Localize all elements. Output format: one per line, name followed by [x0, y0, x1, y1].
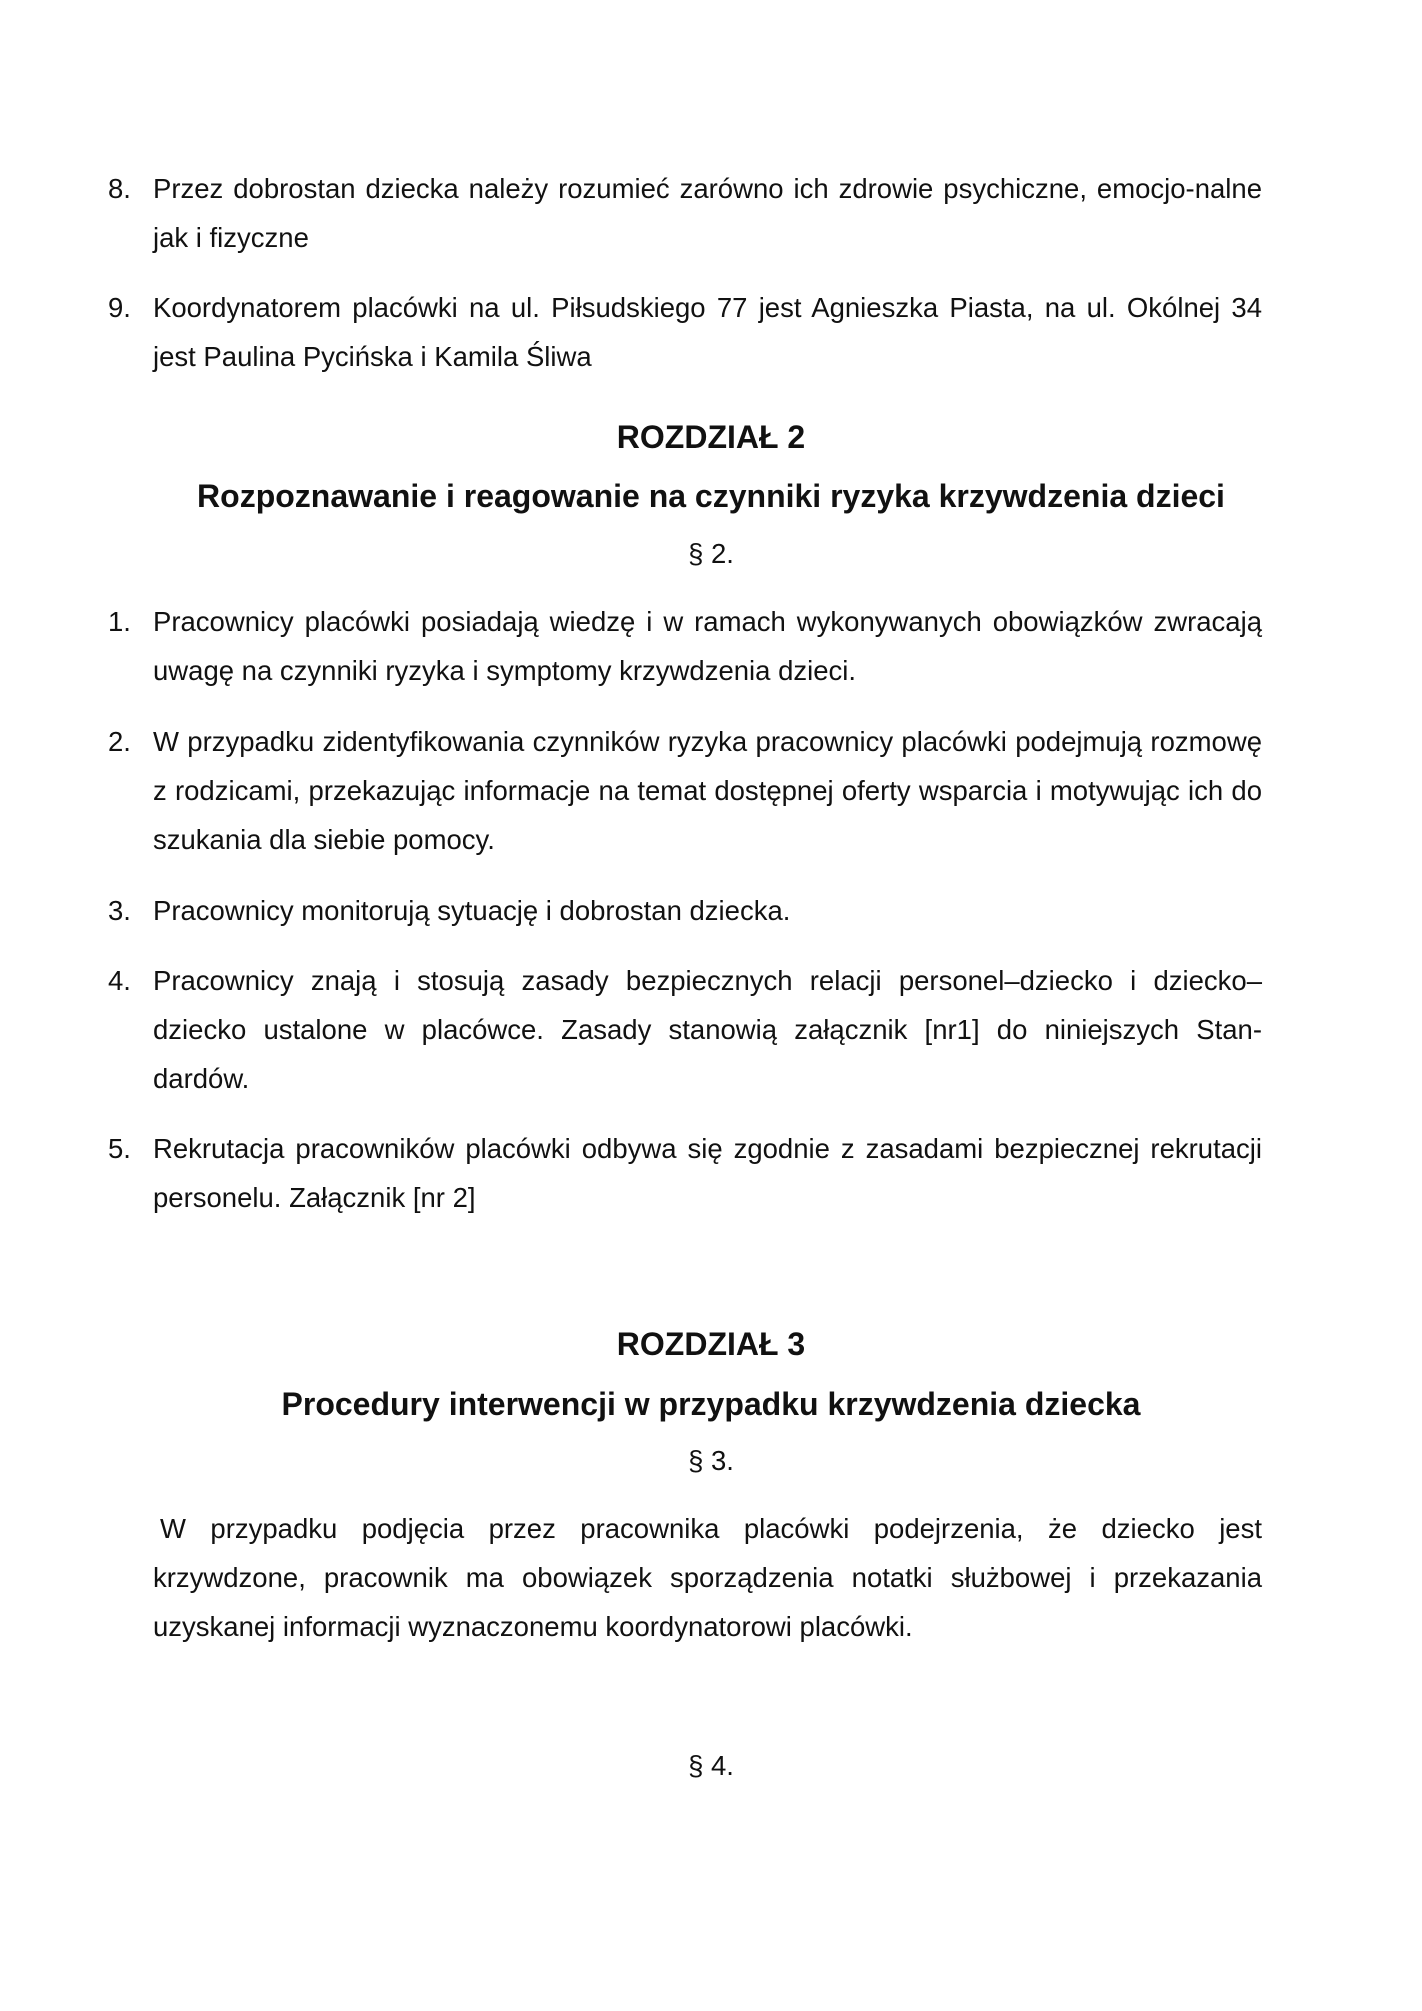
- chapter-heading: ROZDZIAŁ 3: [616, 1326, 806, 1362]
- chapter-title: Procedury interwencji w przypadku krzywdzenia dziecka: [281, 1386, 1141, 1422]
- list-item-number: 8.: [108, 173, 131, 204]
- paragraph-mark: § 3.: [688, 1445, 734, 1476]
- list-item-text: Pracownicy znają i stosują zasady bezpiecznych relacji personel–dziecko i dziecko–dziecko ustalone w placówce. Zasady stanowią załącznik [nr1] do niniejszych Stan-dardów.: [153, 965, 1262, 1094]
- chapter-heading: ROZDZIAŁ 2: [616, 419, 806, 455]
- list-item: [108, 956, 1262, 1103]
- list-item-number: 9.: [108, 292, 131, 323]
- list-item-number: 1.: [108, 606, 131, 637]
- list-item-number: 3.: [108, 895, 131, 926]
- body-paragraph: [153, 1504, 1262, 1651]
- list-item-number: 2.: [108, 726, 131, 757]
- list-item: [108, 283, 1262, 381]
- list-item-text: Koordynatorem placówki na ul. Piłsudskiego 77 jest Agnieszka Piasta, na ul. Okólnej 34 jest Paulina Pycińska i Kamila Śliwa: [153, 292, 1262, 372]
- body-paragraph-text: W przypadku podjęcia przez pracownika placówki podejrzenia, że dziecko jest krzywdzone, pracownik ma obowiązek sporządzenia notatki służbowej i przekazania uzyskanej informacji wyznaczonemu koordynatorowi placówki.: [153, 1513, 1262, 1642]
- list-item-text: Przez dobrostan dziecka należy rozumieć zarówno ich zdrowie psychiczne, emocjo-nalne jak i fizyczne: [153, 173, 1262, 253]
- list-item: [108, 717, 1262, 864]
- list-item-text: Pracownicy monitorują sytuację i dobrostan dziecka.: [153, 895, 791, 926]
- list-item: [108, 1124, 1262, 1222]
- list-item-text: W przypadku zidentyfikowania czynników ryzyka pracownicy placówki podejmują rozmowę z rodzicami, przekazując informacje na temat dostępnej oferty wsparcia i motywując ich do szukania dla siebie pomocy.: [153, 726, 1262, 855]
- list-item: [108, 597, 1262, 695]
- list-item-number: 4.: [108, 965, 131, 996]
- list-item: [108, 164, 1262, 262]
- paragraph-mark: § 2.: [688, 538, 734, 569]
- list-item-number: 5.: [108, 1133, 131, 1164]
- list-item-text: Rekrutacja pracowników placówki odbywa się zgodnie z zasadami bezpiecznej rekrutacji personelu. Załącznik [nr 2]: [153, 1133, 1262, 1213]
- list-item-text: Pracownicy placówki posiadają wiedzę i w ramach wykonywanych obowiązków zwracają uwagę na czynniki ryzyka i symptomy krzywdzenia dzieci.: [153, 606, 1262, 686]
- list-item: [108, 886, 1262, 935]
- paragraph-mark: § 4.: [688, 1750, 734, 1781]
- chapter-title: Rozpoznawanie i reagowanie na czynniki ryzyka krzywdzenia dzieci: [197, 478, 1225, 514]
